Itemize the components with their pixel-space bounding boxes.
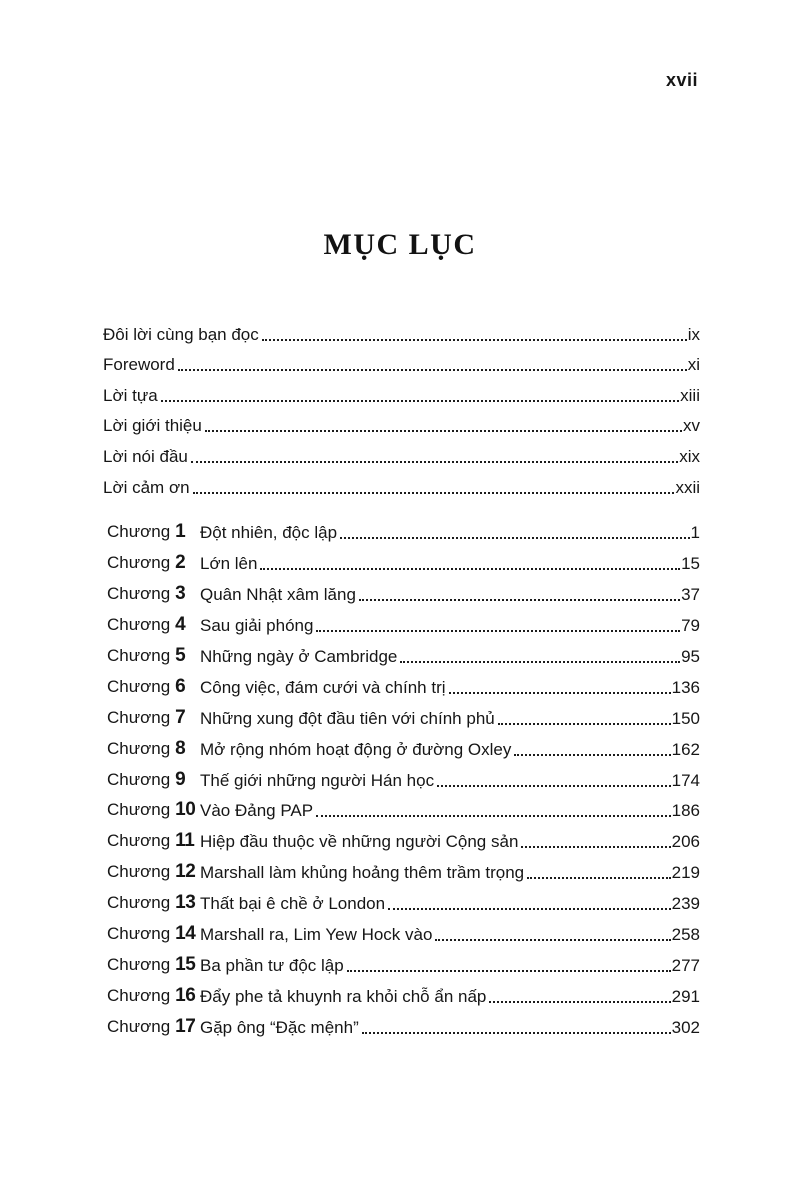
chapter-label: Chương 2: [107, 552, 186, 574]
toc-row: [103, 856, 700, 887]
entry-title: Lời giới thiệu: [103, 416, 202, 436]
chapter-page: 239: [671, 894, 700, 914]
chapter-label: Chương 11: [107, 830, 195, 852]
dot-leader: [262, 339, 687, 341]
entry-title: Lời nói đầu: [103, 446, 188, 466]
dot-leader: [316, 630, 680, 632]
chapter-label: Chương 14: [107, 923, 196, 945]
chapter-title: Thế giới những người Hán học: [200, 770, 435, 790]
dot-leader: [340, 537, 689, 539]
chapter-number: 5: [175, 645, 186, 667]
chapter-page: 219: [671, 863, 700, 883]
chapter-number: 17: [175, 1015, 196, 1037]
dot-leader: [527, 877, 671, 879]
dot-leader: [498, 723, 671, 725]
entry-title: Lời cảm ơn: [103, 477, 190, 497]
dot-leader: [521, 846, 670, 848]
dot-leader: [193, 492, 675, 494]
dot-leader: [435, 939, 670, 941]
entry-page: xi: [687, 355, 700, 375]
chapter-page: 186: [671, 801, 700, 821]
chapter-number: 7: [175, 706, 186, 728]
toc-row: [103, 410, 700, 441]
chapter-label: Chương 13: [107, 892, 196, 914]
chapter-number: 14: [175, 923, 196, 945]
chapter-label: Chương 4: [107, 614, 186, 636]
chapter-page: 174: [671, 770, 700, 790]
toc-row: [103, 640, 700, 671]
chapter-label: Chương 5: [107, 645, 186, 667]
chapter-number: 9: [175, 768, 186, 790]
chapter-label: Chương 8: [107, 737, 186, 759]
chapter-page: 37: [681, 585, 700, 605]
toc-row: [103, 379, 700, 410]
toc-row: [103, 733, 700, 764]
chapter-label: Chương 7: [107, 706, 186, 728]
chapter-page: 291: [671, 986, 700, 1006]
toc-row: [103, 578, 700, 609]
entry-page: xv: [683, 416, 700, 436]
chapter-title: Lớn lên: [200, 554, 258, 574]
entry-page: xix: [679, 446, 700, 466]
chapter-title: Quân Nhật xâm lăng: [200, 585, 356, 605]
dot-leader: [359, 599, 680, 601]
toc-row: [103, 318, 700, 349]
chapter-label: Chương 16: [107, 984, 196, 1006]
chapter-page: 162: [671, 739, 700, 759]
chapter-number: 15: [175, 953, 196, 975]
dot-leader: [514, 754, 670, 756]
toc-row: [103, 764, 700, 795]
chapter-title: Đột nhiên, độc lập: [200, 523, 338, 543]
chapter-title: Hiệp đầu thuộc về những người Cộng sản: [200, 832, 519, 852]
toc-row: [103, 440, 700, 471]
chapter-label: Chương 10: [107, 799, 196, 821]
chapter-title: Đẩy phe tả khuynh ra khỏi chỗ ẩn nấp: [200, 986, 487, 1006]
chapter-number: 3: [175, 583, 186, 605]
chapter-number: 12: [175, 861, 196, 883]
dot-leader: [437, 785, 671, 787]
toc-row: [103, 671, 700, 702]
chapter-label: Chương 15: [107, 953, 196, 975]
chapter-title: Mở rộng nhóm hoạt động ở đường Oxley: [200, 739, 512, 759]
entry-page: xiii: [680, 385, 700, 405]
dot-leader: [316, 815, 671, 817]
chapter-number: 1: [175, 521, 186, 543]
chapter-number: 8: [175, 737, 186, 759]
chapter-number: 13: [175, 892, 196, 914]
dot-leader: [362, 1032, 671, 1034]
chapter-title: Marshall làm khủng hoảng thêm trầm trọng: [200, 863, 525, 883]
chapter-page: 258: [671, 925, 700, 945]
chapter-label: Chương 3: [107, 583, 186, 605]
toc-row: [103, 1011, 700, 1042]
toc-row: [103, 887, 700, 918]
chapter-label: Chương 1: [107, 521, 186, 543]
chapter-page: 206: [671, 832, 700, 852]
chapter-label: Chương 12: [107, 861, 196, 883]
chapter-label: Chương 6: [107, 675, 186, 697]
dot-leader: [347, 970, 671, 972]
chapter-label: Chương 17: [107, 1015, 196, 1037]
dot-leader: [178, 369, 687, 371]
toc-row: [103, 918, 700, 949]
page-folio: xvii: [665, 70, 698, 90]
chapter-title: Gặp ông “Đặc mệnh”: [200, 1017, 359, 1037]
entry-page: ix: [687, 324, 700, 344]
toc-row: [103, 517, 700, 548]
chapter-title: Thất bại ê chề ở London: [200, 894, 386, 914]
chapter-title: Những ngày ở Cambridge: [200, 647, 398, 667]
chapter-page: 15: [681, 554, 700, 574]
entry-title: Lời tựa: [103, 385, 158, 405]
table-of-contents: [103, 318, 700, 1042]
chapter-list: [103, 517, 700, 1042]
chapter-title: Marshall ra, Lim Yew Hock vào: [200, 925, 433, 945]
chapter-number: 10: [175, 799, 196, 821]
chapter-number: 11: [175, 830, 195, 852]
chapter-title: Sau giải phóng: [200, 616, 314, 636]
dot-leader: [260, 568, 680, 570]
chapter-number: 16: [175, 984, 196, 1006]
chapter-title: Công việc, đám cưới và chính trị: [200, 677, 446, 697]
toc-row: [103, 795, 700, 826]
dot-leader: [449, 692, 671, 694]
toc-row: [103, 825, 700, 856]
chapter-title: Những xung đột đầu tiên với chính phủ: [200, 708, 495, 728]
chapter-title: Ba phần tư độc lập: [200, 955, 344, 975]
chapter-number: 2: [175, 552, 186, 574]
toc-row: [103, 609, 700, 640]
entry-page: xxii: [675, 477, 700, 497]
toc-row: [103, 547, 700, 578]
dot-leader: [388, 908, 671, 910]
toc-row: [103, 949, 700, 980]
toc-row: [103, 349, 700, 380]
chapter-page: 302: [671, 1017, 700, 1037]
dot-leader: [489, 1001, 670, 1003]
toc-row: [103, 471, 700, 502]
chapter-page: 95: [681, 647, 700, 667]
toc-row: [103, 980, 700, 1011]
dot-leader: [205, 430, 682, 432]
entry-title: Foreword: [103, 355, 175, 375]
chapter-number: 6: [175, 675, 186, 697]
toc-row: [103, 702, 700, 733]
dot-leader: [161, 400, 679, 402]
chapter-page: 150: [671, 708, 700, 728]
chapter-title: Vào Đảng PAP: [200, 801, 314, 821]
chapter-page: 79: [681, 616, 700, 636]
dot-leader: [191, 461, 678, 463]
chapter-page: 136: [671, 677, 700, 697]
chapter-page: 277: [671, 955, 700, 975]
dot-leader: [400, 661, 680, 663]
chapter-label: Chương 9: [107, 768, 186, 790]
chapter-number: 4: [175, 614, 186, 636]
chapter-page: 1: [690, 523, 700, 543]
front-matter-list: [103, 318, 700, 502]
entry-title: Đôi lời cùng bạn đọc: [103, 324, 259, 344]
toc-title: MỤC LỤC: [323, 228, 477, 261]
